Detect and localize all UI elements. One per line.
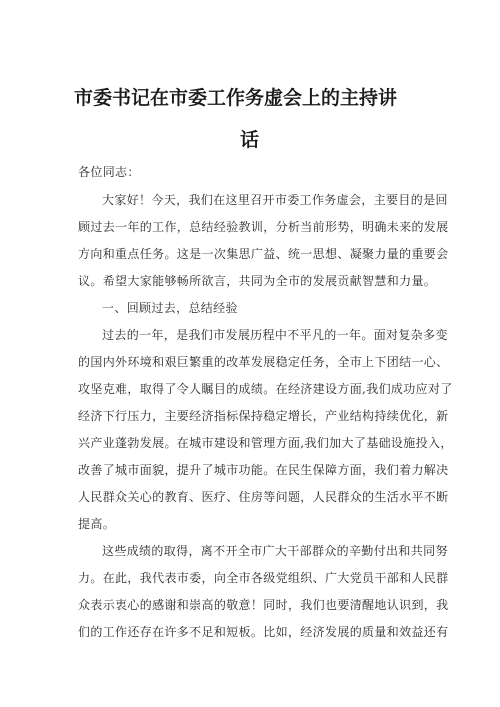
body-line: 经济下行压力，主要经济指标保持稳定增长，产业结构持续优化，新	[78, 409, 449, 423]
body-line: 力。在此，我代表市委，向全市各级党组织、广大党员干部和人民群	[78, 571, 449, 585]
body-line: 们的工作还存在许多不足和短板。比如，经济发展的质量和效益还有	[78, 625, 449, 639]
body-line: 过去的一年，是我们市发展历程中不平凡的一年。面对复杂多变	[102, 328, 448, 342]
body-line: 人民群众关心的教育、医疗、住房等问题，人民群众的生活水平不断	[78, 490, 449, 504]
body-line: 大家好！今天，我们在这里召开市委工作务虚会，主要目的是回	[102, 193, 448, 207]
body-line: 议。希望大家能够畅所欲言，共同为全市的发展贡献智慧和力量。	[78, 274, 437, 288]
body-line: 这些成绩的取得，离不开全市广大干部群众的辛勤付出和共同努	[102, 544, 448, 558]
body-line: 兴产业蓬勃发展。在城市建设和管理方面,我们加大了基础设施投入，	[78, 436, 453, 450]
body-line: 的国内外环境和艰巨繁重的改革发展稳定任务，全市上下团结一心、	[78, 355, 449, 369]
body-line: 攻坚克难，取得了令人瞩目的成绩。在经济建设方面,我们成功应对了	[78, 382, 453, 396]
salutation: 各位同志：	[78, 165, 140, 179]
section-heading: 一、回顾过去，总结经验	[102, 301, 238, 315]
body-line: 顾过去一年的工作，总结经验教训，分析当前形势，明确未来的发展	[78, 220, 449, 234]
body-line: 众表示衷心的感谢和崇高的敬意！同时，我们也要清醒地认识到，我	[78, 598, 449, 612]
body-line: 方向和重点任务。这是一次集思广益、统一思想、凝聚力量的重要会	[78, 247, 449, 261]
body-line: 提高。	[78, 517, 116, 531]
body-line: 改善了城市面貌，提升了城市功能。在民生保障方面，我们着力解决	[78, 463, 449, 477]
document-title-line-2: 话	[240, 129, 260, 151]
document-title-line-1: 市委书记在市委工作务虚会上的主持讲	[74, 87, 398, 109]
